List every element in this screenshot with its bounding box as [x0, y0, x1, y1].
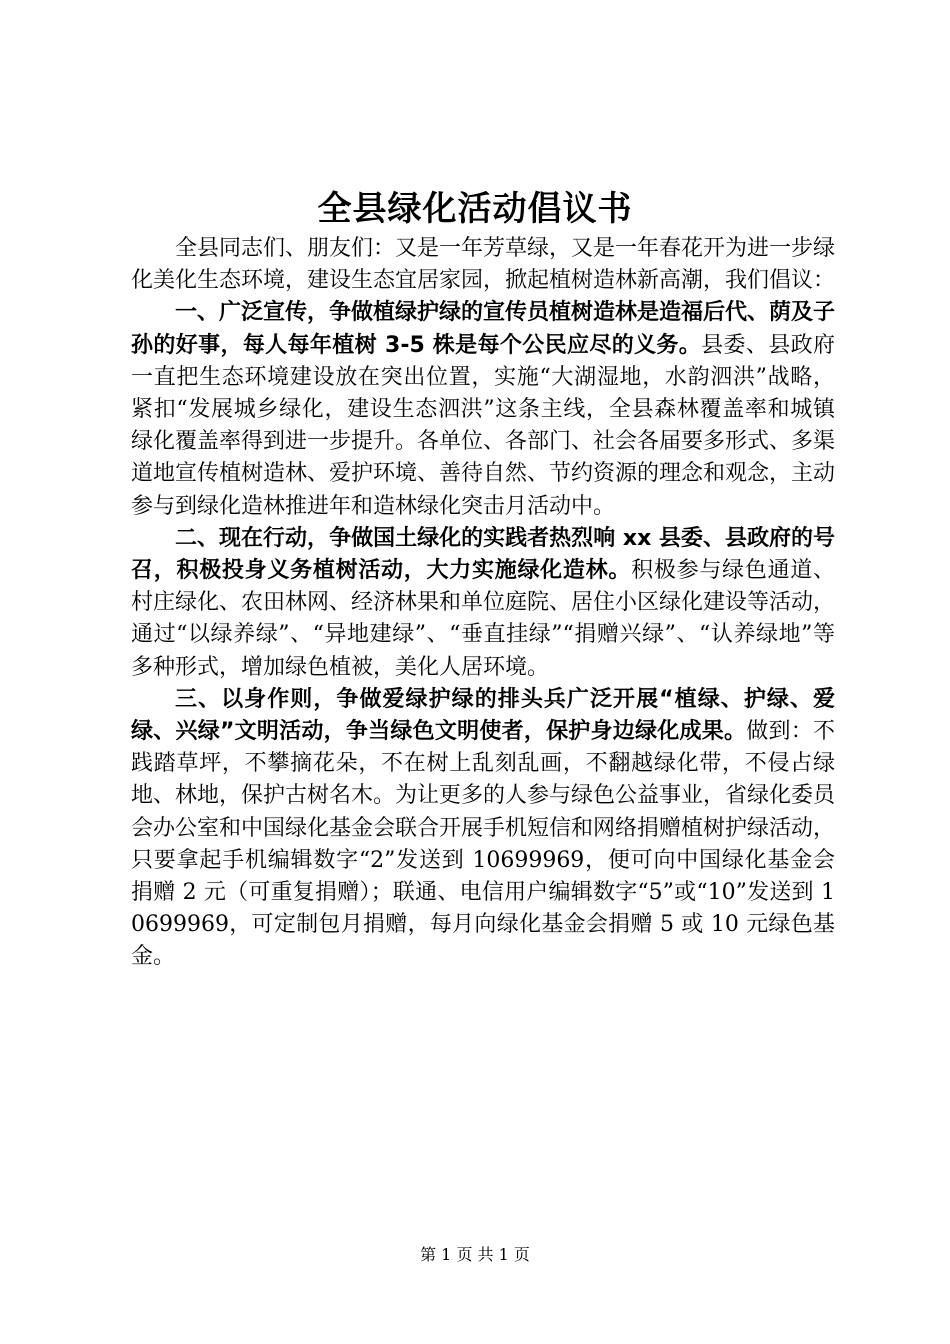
- paragraph-section-2: [131, 523, 835, 684]
- paragraph-lead: 二、现在行动，争做国土绿化的实践者热烈响 xx 县委、县政府的号召，积极投身义务植树活动，大力实施绿化造林。: [131, 525, 835, 584]
- paragraph-lead: 一、广泛宣传，争做植绿护绿的宣传员植树造林是造福后代、荫及子孙的好事，每人每年植树 3-5 株是每个公民应尽的义务。: [131, 300, 836, 358]
- paragraph-section-3: [131, 684, 835, 974]
- document-body: [131, 233, 835, 974]
- paragraph-greeting: [131, 233, 835, 297]
- paragraph-text: 做到：不践踏草坪，不攀摘花朵，不在树上乱刻乱画，不翻越绿化带，不侵占绿地、林地，保护古树名木。为让更多的人参与绿色公益事业，省绿化委员会办公室和中国绿化基金会联合开展手机短信和网络捐赠植树护绿活动，只要拿起手机编辑数字“2”发送到 10699969，便可向中国绿化基金会捐赠 2 元（可重复捐赠）；联通、电信用户编辑数字“5”或“10”发送到 10699969，可定制包月捐赠，每月向绿化基金会捐赠 5 或 10 元绿色基金。: [131, 719, 836, 970]
- paragraph-text: 全县同志们、朋友们：又是一年芳草绿，又是一年春花开为进一步绿化美化生态环境，建设生态宜居家园，掀起植树造林新高潮，我们倡议：: [131, 236, 836, 294]
- document-title: 全县绿化活动倡议书: [317, 189, 633, 229]
- page-footer: 第 1 页 共 1 页: [420, 1245, 530, 1264]
- paragraph-lead: 三、以身作则，争做爱绿护绿的排头兵广泛开展“植绿、护绿、爱绿、兴绿”文明活动，争当绿色文明使者，保护身边绿化成果。: [131, 686, 835, 745]
- paragraph-text: 县委、县政府一直把生态环境建设放在突出位置，实施“大湖湿地，水韵泗洪”战略，紧扣“发展城乡绿化，建设生态泗洪”这条主线，全县森林覆盖率和城镇绿化覆盖率得到进一步提升。各单位、各部门、社会各届要多形式、多渠道地宣传植树造林、爱护环境、善待自然、节约资源的理念和观念，主动参与到绿化造林推进年和造林绿化突击月活动中。: [131, 332, 836, 519]
- paragraph-section-1: [131, 297, 835, 522]
- paragraph-text: 积极参与绿色通道、村庄绿化、农田林网、经济林果和单位庭院、居住小区绿化建设等活动，通过“以绿养绿”、“异地建绿”、“垂直挂绿”“捐赠兴绿”、“认养绿地”等多种形式，增加绿色植被，美化人居环境。: [131, 558, 836, 680]
